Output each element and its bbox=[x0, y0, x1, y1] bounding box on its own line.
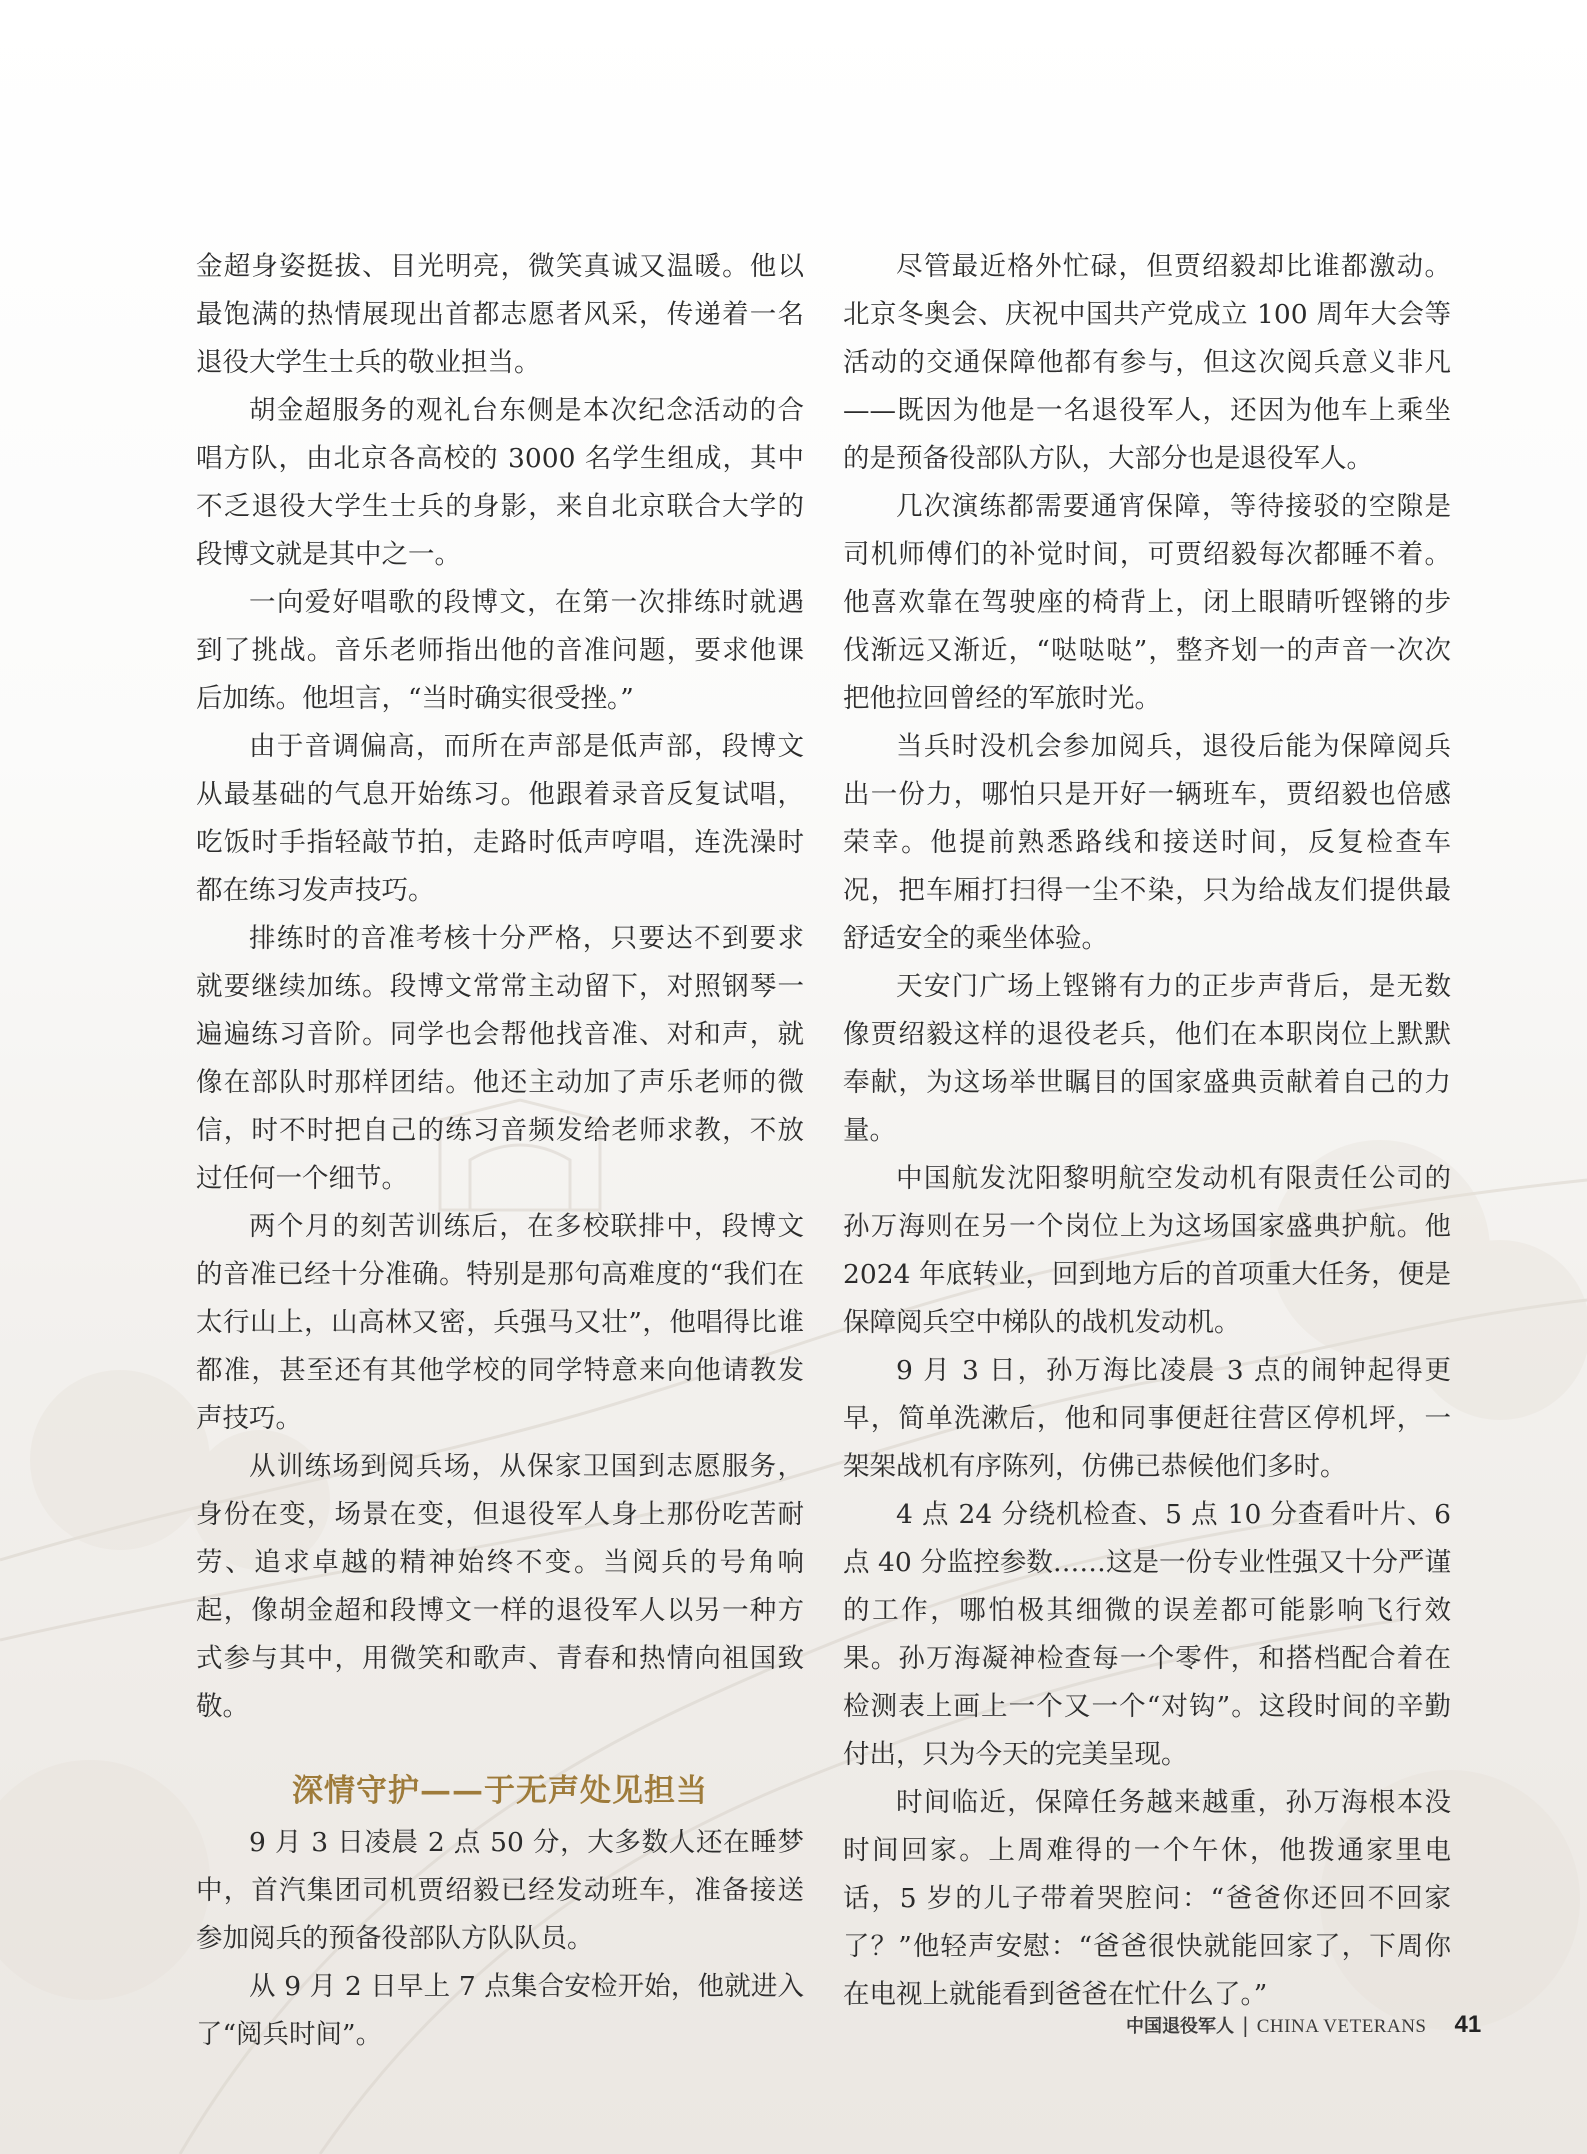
body-paragraph: 尽管最近格外忙碌，但贾绍毅却比谁都激动。北京冬奥会、庆祝中国共产党成立 100 周年大会等活动的交通保障他都有参与，但这次阅兵意义非凡——既因为他是一名退役军人，还因为他车上乘坐的是预备役部队方队，大部分也是退役军人。 bbox=[843, 251, 1451, 474]
body-paragraph: 天安门广场上铿锵有力的正步声背后，是无数像贾绍毅这样的退役老兵，他们在本职岗位上默默奉献，为这场举世瞩目的国家盛典贡献着自己的力量。 bbox=[843, 971, 1451, 1146]
page-footer bbox=[1126, 2011, 1481, 2039]
body-paragraph: 几次演练都需要通宵保障，等待接驳的空隙是司机师傅们的补觉时间，可贾绍毅每次都睡不着。他喜欢靠在驾驶座的椅背上，闭上眼睛听铿锵的步伐渐远又渐近，“哒哒哒”，整齐划一的声音一次次把他拉回曾经的军旅时光。 bbox=[843, 491, 1451, 714]
body-paragraph: 从训练场到阅兵场，从保家卫国到志愿服务，身份在变，场景在变，但退役军人身上那份吃苦耐劳、追求卓越的精神始终不变。当阅兵的号角响起，像胡金超和段博文一样的退役军人以另一种方式参与其中，用微笑和歌声、青春和热情向祖国致敬。 bbox=[196, 1451, 804, 1722]
body-paragraph: 排练时的音准考核十分严格，只要达不到要求就要继续加练。段博文常常主动留下，对照钢琴一遍遍练习音阶。同学也会帮他找音准、对和声，就像在部队时那样团结。他还主动加了声乐老师的微信，时不时把自己的练习音频发给老师求教，不放过任何一个细节。 bbox=[196, 923, 804, 1194]
magazine-name-en: CHINA VETERANS bbox=[1256, 2016, 1427, 2037]
body-paragraph: 胡金超服务的观礼台东侧是本次纪念活动的合唱方队，由北京各高校的 3000 名学生组成，其中不乏退役大学生士兵的身影，来自北京联合大学的段博文就是其中之一。 bbox=[196, 395, 804, 570]
left-text-column bbox=[196, 243, 804, 2059]
body-paragraph: 9 月 3 日，孙万海比凌晨 3 点的闹钟起得更早，简单洗漱后，他和同事便赶往营区停机坪，一架架战机有序陈列，仿佛已恭候他们多时。 bbox=[843, 1355, 1451, 1482]
body-paragraph: 由于音调偏高，而所在声部是低声部，段博文从最基础的气息开始练习。他跟着录音反复试唱，吃饭时手指轻敲节拍，走路时低声哼唱，连洗澡时都在练习发声技巧。 bbox=[196, 731, 804, 906]
page-number: 41 bbox=[1454, 2011, 1482, 2038]
body-paragraph: 金超身姿挺拔、目光明亮，微笑真诚又温暖。他以最饱满的热情展现出首都志愿者风采，传递着一名退役大学生士兵的敬业担当。 bbox=[196, 251, 804, 378]
footer-separator: | bbox=[1242, 2013, 1249, 2037]
body-paragraph: 4 点 24 分绕机检查、5 点 10 分查看叶片、6 点 40 分监控参数……这是一份专业性强又十分严谨的工作，哪怕极其细微的误差都可能影响飞行效果。孙万海凝神检查每一个零件，和搭档配合着在检测表上画上一个又一个“对钩”。这段时间的辛勤付出，只为今天的完美呈现。 bbox=[843, 1499, 1451, 1770]
body-paragraph: 从 9 月 2 日早上 7 点集合安检开始，他就进入了“阅兵时间”。 bbox=[196, 1971, 804, 2050]
body-paragraph: 当兵时没机会参加阅兵，退役后能为保障阅兵出一份力，哪怕只是开好一辆班车，贾绍毅也倍感荣幸。他提前熟悉路线和接送时间，反复检查车况，把车厢打扫得一尘不染，只为给战友们提供最舒适安全的乘坐体验。 bbox=[843, 731, 1451, 954]
body-paragraph: 9 月 3 日凌晨 2 点 50 分，大多数人还在睡梦中，首汽集团司机贾绍毅已经发动班车，准备接送参加阅兵的预备役部队方队队员。 bbox=[196, 1827, 804, 1954]
section-heading: 深情守护——于无声处见担当 bbox=[292, 1773, 708, 1809]
body-paragraph: 一向爱好唱歌的段博文，在第一次排练时就遇到了挑战。音乐老师指出他的音准问题，要求他课后加练。他坦言，“当时确实很受挫。” bbox=[196, 587, 804, 714]
body-paragraph: 中国航发沈阳黎明航空发动机有限责任公司的孙万海则在另一个岗位上为这场国家盛典护航。他 2024 年底转业，回到地方后的首项重大任务，便是保障阅兵空中梯队的战机发动机。 bbox=[843, 1163, 1451, 1338]
magazine-name-cn: 中国退役军人 bbox=[1126, 2016, 1234, 2037]
body-paragraph: 时间临近，保障任务越来越重，孙万海根本没时间回家。上周难得的一个午休，他拨通家里电话，5 岁的儿子带着哭腔问：“爸爸你还回不回家了？”他轻声安慰：“爸爸很快就能回家了，下周你在电视上就能看到爸爸在忙什么了。” bbox=[843, 1787, 1451, 2010]
body-paragraph: 两个月的刻苦训练后，在多校联排中，段博文的音准已经十分准确。特别是那句高难度的“我们在太行山上，山高林又密，兵强马又壮”，他唱得比谁都准，甚至还有其他学校的同学特意来向他请教发声技巧。 bbox=[196, 1211, 804, 1434]
right-text-column bbox=[843, 243, 1451, 2019]
